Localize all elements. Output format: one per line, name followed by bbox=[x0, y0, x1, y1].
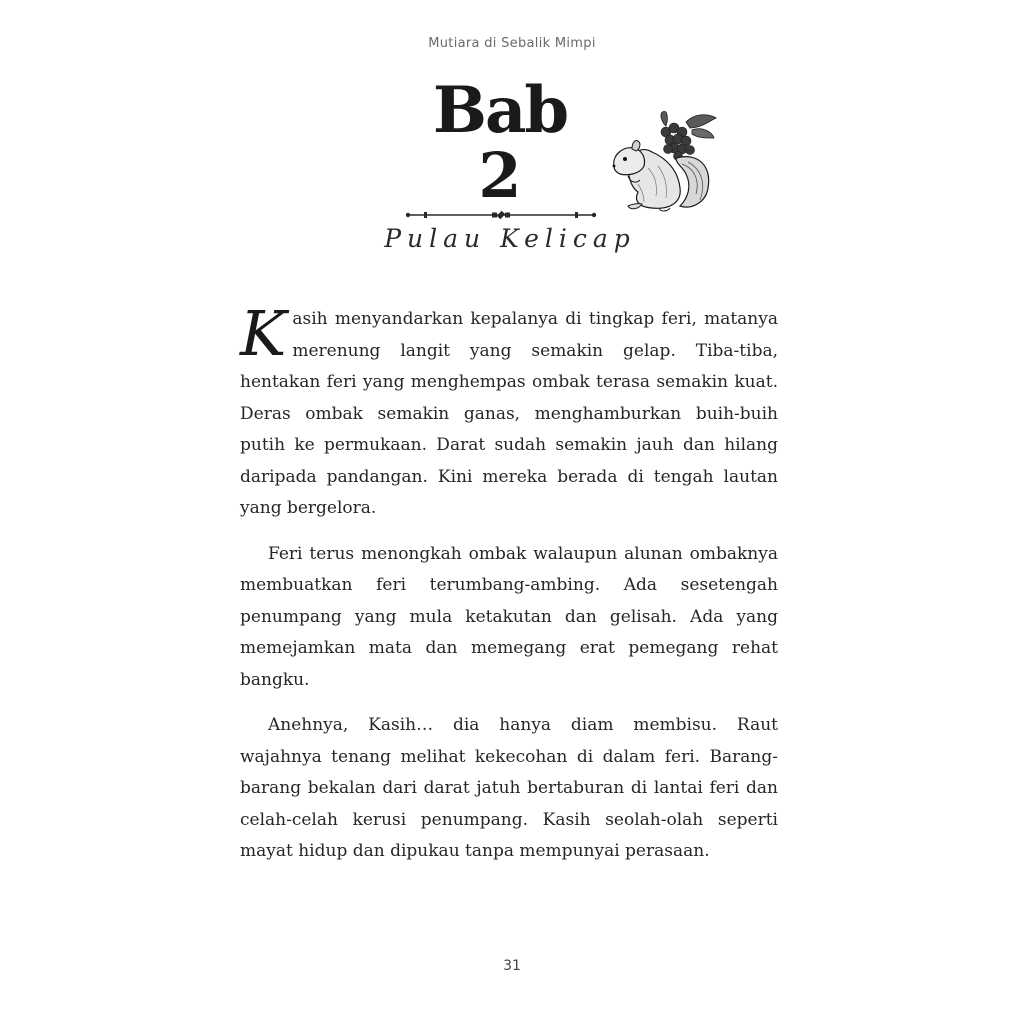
divider-ornament-icon bbox=[404, 208, 598, 222]
dropcap: K bbox=[240, 297, 287, 370]
body-text bbox=[240, 297, 778, 882]
chapter-number: 2 bbox=[478, 139, 522, 212]
paragraph-1-text: asih menyandarkan kepalanya di tingkap feri, matanya merenung langit yang semakin gelap. Tiba-tiba, hentakan feri yang menghempas ombak terasa semakin kuat. Deras ombak semakin ganas, menghamburkan buih-buih putih ke permukaan. Darat sudah semakin jauh dan hilang daripada pandangan. Kini mereka berada di tengah lautan yang bergelora. bbox=[240, 309, 778, 518]
running-header: Mutiara di Sebalik Mimpi bbox=[428, 36, 596, 51]
chapter-title: Pulau Kelicap bbox=[384, 224, 636, 253]
squirrel-icon bbox=[608, 108, 724, 214]
paragraph-1 bbox=[240, 297, 778, 525]
chapter-label: Bab bbox=[432, 73, 568, 148]
page-number: 31 bbox=[503, 958, 521, 974]
paragraph-3: Anehnya, Kasih… dia hanya diam membisu. Raut wajahnya tenang melihat kekecohan di dalam feri. Barang-barang bekalan dari darat jatuh bertaburan di lantai feri dan celah-celah kerusi penumpang. Kasih seolah-olah seperti mayat hidup dan dipukau tanpa mempunyai perasaan. bbox=[240, 715, 778, 861]
paragraph-2: Feri terus menongkah ombak walaupun alunan ombaknya membuatkan feri terumbang-ambing. Ada sesetengah penumpang yang mula ketakutan dan gelisah. Ada yang memejamkan mata dan memegang erat pemegang rehat bangku. bbox=[240, 543, 778, 690]
